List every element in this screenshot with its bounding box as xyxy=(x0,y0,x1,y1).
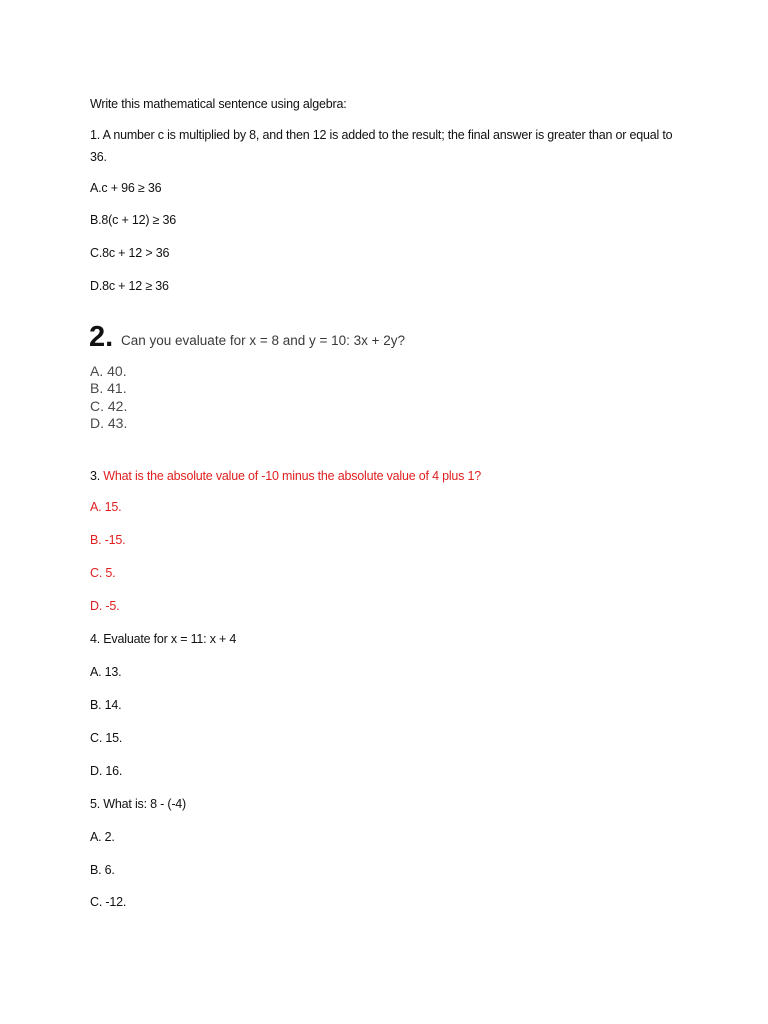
q1-option-c: C.8c + 12 > 36 xyxy=(90,246,170,260)
q4-option-b: B. 14. xyxy=(90,698,122,712)
q5-option-a: A. 2. xyxy=(90,830,115,844)
q4-option-d: D. 16. xyxy=(90,764,123,778)
q5-option-b: B. 6. xyxy=(90,863,115,877)
q2-option-c: C. 42. xyxy=(90,398,128,414)
q1-option-b: B.8(c + 12) ≥ 36 xyxy=(90,213,176,227)
q5-question: 5. What is: 8 - (-4) xyxy=(90,797,187,811)
q2-number: 2. xyxy=(89,321,114,353)
q4-option-a: A. 13. xyxy=(90,665,122,679)
q3-option-c: C. 5. xyxy=(90,566,116,580)
q1-option-d: D.8c + 12 ≥ 36 xyxy=(90,279,169,293)
q1-option-a: A.c + 96 ≥ 36 xyxy=(90,181,162,195)
q3-option-b: B. -15. xyxy=(90,533,126,547)
q4-option-c: C. 15. xyxy=(90,731,123,745)
q3-number: 3. xyxy=(90,469,101,483)
q3-question: What is the absolute value of -10 minus the absolute value of 4 plus 1? xyxy=(100,469,482,483)
q2-option-a: A. 40. xyxy=(90,363,127,379)
q4-question: 4. Evaluate for x = 11: x + 4 xyxy=(90,632,237,646)
q1-question: 1. A number c is multiplied by 8, and then 12 is added to the result; the final answer is greater than or equal to 36. xyxy=(90,128,673,164)
intro-text: Write this mathematical sentence using algebra: xyxy=(90,97,347,111)
q2-option-d: D. 43. xyxy=(90,415,128,431)
q3-option-a: A. 15. xyxy=(90,500,122,514)
q3-option-d: D. -5. xyxy=(90,599,120,613)
q5-option-c: C. -12. xyxy=(90,895,127,909)
q3-question-line xyxy=(90,468,481,484)
q2-option-b: B. 41. xyxy=(90,380,127,396)
q2-question: Can you evaluate for x = 8 and y = 10: 3x + 2y? xyxy=(121,333,406,348)
